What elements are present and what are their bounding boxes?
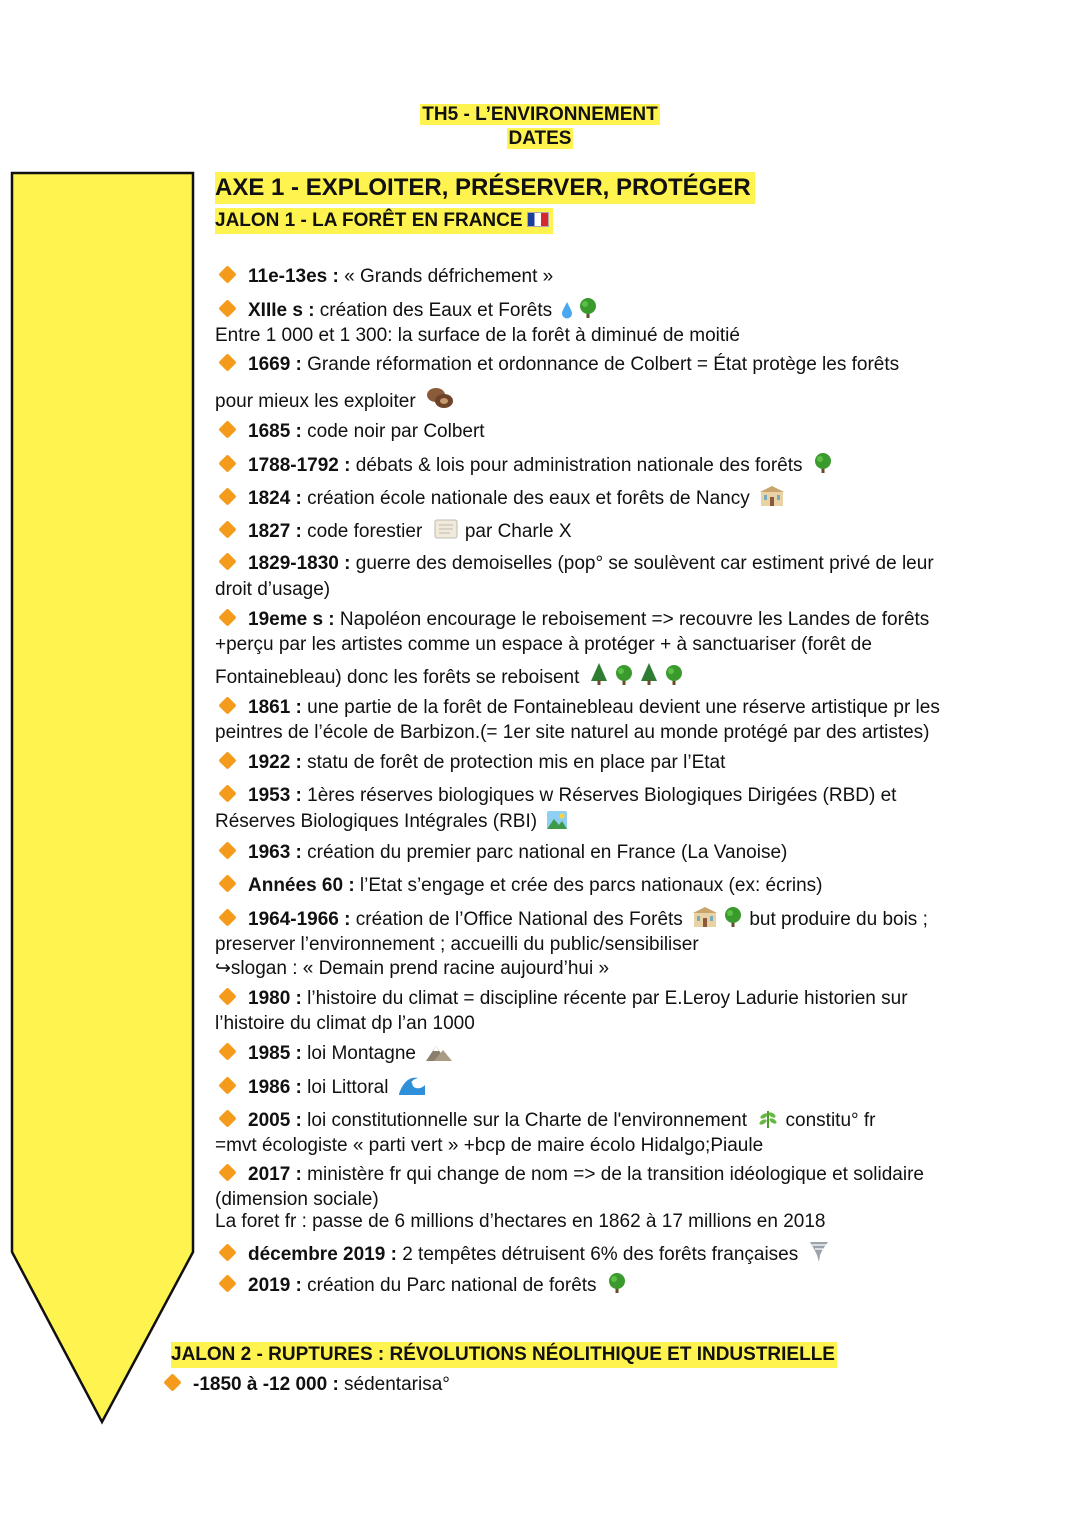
entry-text: ministère fr qui change de nom => de la transition idéologique et solidaire xyxy=(301,1164,924,1185)
entry-text: loi Littoral xyxy=(301,1077,389,1098)
entry-text: création du premier parc national en France (La Vanoise) xyxy=(301,842,788,863)
entry-date: 1829-1830 : xyxy=(248,553,351,574)
bullet-icon xyxy=(218,1163,236,1181)
timeline-text-line xyxy=(215,323,740,348)
scroll-icon xyxy=(432,518,460,547)
timeline-text-line xyxy=(215,632,872,657)
timeline-entry xyxy=(215,906,928,935)
entry-date: 1824 : xyxy=(248,488,302,509)
entry-date: 2017 : xyxy=(248,1164,302,1185)
bullet-icon xyxy=(218,987,236,1005)
jalon1-label: JALON 1 - LA FORÊT EN FRANCE xyxy=(215,210,523,231)
entry-date: 1685 : xyxy=(248,421,302,442)
entry-text: pour mieux les exploiter xyxy=(215,391,416,412)
timeline-entry xyxy=(215,607,929,632)
entry-text: « Grands défrichement » xyxy=(338,266,554,287)
entry-text: droit d’usage) xyxy=(215,579,331,600)
bullet-icon xyxy=(218,784,236,802)
entry-date: 1964-1966 : xyxy=(248,909,351,930)
entry-date: 1922 : xyxy=(248,752,302,773)
entry-text: guerre des demoiselles (pop° se soulèvent car estiment privé de leur xyxy=(350,553,934,574)
entry-text: une partie de la forêt de Fontainebleau devient une réserve artistique pr les xyxy=(301,697,940,718)
entry-text: peintres de l’école de Barbizon.(= 1er site naturel au monde protégé par des artistes) xyxy=(215,722,930,743)
title-line2: DATES xyxy=(508,128,572,149)
bullet-icon xyxy=(218,751,236,769)
entry-text: création école nationale des eaux et forêts de Nancy xyxy=(301,488,750,509)
bullet-icon xyxy=(163,1373,181,1391)
tree-icon xyxy=(663,664,685,693)
entry-text: code forestier xyxy=(301,521,423,542)
entry-text: ↪slogan : « Demain prend racine aujourd’hui » xyxy=(215,958,610,979)
bullet-icon xyxy=(218,520,236,538)
timeline-text-line xyxy=(215,577,330,602)
timeline-entry xyxy=(215,1041,453,1069)
bullet-icon xyxy=(218,454,236,472)
entry-text: La foret fr : passe de 6 millions d’hectares en 1862 à 17 millions en 2018 xyxy=(215,1211,826,1232)
entry-text: création de l’Office National des Forêts xyxy=(350,909,683,930)
herb-icon xyxy=(756,1107,780,1136)
logs-icon xyxy=(425,386,455,417)
building-icon xyxy=(759,485,785,514)
timeline-entry xyxy=(215,1074,426,1103)
bullet-icon xyxy=(218,908,236,926)
timeline-text-line xyxy=(215,956,609,981)
entry-text-after: par Charle X xyxy=(459,521,572,542)
entry-date: 19eme s : xyxy=(248,609,335,630)
entry-text: création du Parc national de forêts xyxy=(301,1275,597,1296)
timeline-text-line xyxy=(215,720,930,745)
bullet-icon xyxy=(218,841,236,859)
timeline-text-line xyxy=(215,386,455,417)
timeline-entry xyxy=(215,750,725,775)
entry-date: 1953 : xyxy=(248,785,302,806)
entry-date: 2005 : xyxy=(248,1110,302,1131)
timeline-entry xyxy=(215,986,908,1011)
entry-date: -1850 à -12 000 : xyxy=(193,1374,339,1395)
timeline-entry xyxy=(215,1239,830,1270)
entry-text-after: but produire du bois ; xyxy=(744,909,928,930)
entry-text: preserver l’environnement ; accueilli du public/sensibiliser xyxy=(215,934,699,955)
timeline-text-line xyxy=(215,932,699,957)
pine-icon xyxy=(639,662,659,693)
tree-icon xyxy=(722,906,744,935)
entry-text: l’Etat s’engage et crée des parcs nationaux (ex: écrins) xyxy=(354,875,823,896)
bullet-icon xyxy=(218,552,236,570)
bullet-icon xyxy=(218,487,236,505)
bullet-icon xyxy=(218,420,236,438)
axe-heading: AXE 1 - EXPLOITER, PRÉSERVER, PROTÉGER xyxy=(215,172,755,204)
bullet-icon xyxy=(218,874,236,892)
french-flag-icon xyxy=(527,212,549,227)
entry-date: 1980 : xyxy=(248,988,302,1009)
entry-text: Grande réformation et ordonnance de Colbert = État protège les forêts xyxy=(301,354,900,375)
jalon2-heading: JALON 2 - RUPTURES : RÉVOLUTIONS NÉOLITHIQUE ET INDUSTRIELLE xyxy=(171,1342,837,1368)
timeline-entry xyxy=(215,783,896,808)
bullet-icon xyxy=(218,1109,236,1127)
entry-text: l’histoire du climat dp l’an 1000 xyxy=(215,1013,475,1034)
timeline-entry xyxy=(215,297,599,326)
entry-text: 1ères réserves biologiques w Réserves Biologiques Dirigées (RBD) et xyxy=(301,785,897,806)
timeline-entry xyxy=(215,485,785,514)
landscape-icon xyxy=(546,810,568,837)
page-title xyxy=(0,103,1080,151)
entry-date: 1985 : xyxy=(248,1043,302,1064)
entry-date: 1827 : xyxy=(248,521,302,542)
entry-date: 1788-1792 : xyxy=(248,455,351,476)
entry-text: Entre 1 000 et 1 300: la surface de la forêt à diminué de moitié xyxy=(215,325,740,346)
entry-text: +perçu par les artistes comme un espace à protéger + à sanctuariser (forêt de xyxy=(215,634,872,655)
timeline-entry xyxy=(215,264,553,289)
tree-icon xyxy=(577,297,599,326)
entry-text: =mvt écologiste « parti vert » +bcp de maire écolo Hidalgo;Piaule xyxy=(215,1135,764,1156)
entry-text: loi Montagne xyxy=(301,1043,416,1064)
entry-text: Réserves Biologiques Intégrales (RBI) xyxy=(215,811,538,832)
entry-text: (dimension sociale) xyxy=(215,1189,379,1210)
timeline-entry xyxy=(215,840,787,865)
entry-date: 11e-13es : xyxy=(248,266,339,287)
entry-date: 1963 : xyxy=(248,842,302,863)
timeline-entry xyxy=(160,1372,450,1397)
entry-text-after: constitu° fr xyxy=(780,1110,876,1131)
timeline-entry xyxy=(215,419,485,444)
entry-date: 1669 : xyxy=(248,354,302,375)
bullet-icon xyxy=(218,1274,236,1292)
timeline-arrow xyxy=(0,0,200,1430)
entry-text: loi constitutionnelle sur la Charte de l'environnement xyxy=(301,1110,747,1131)
bullet-icon xyxy=(218,265,236,283)
entry-date: XIIIe s : xyxy=(248,300,315,321)
timeline-entry xyxy=(215,518,572,547)
timeline-text-line xyxy=(215,662,685,693)
entry-text: 2 tempêtes détruisent 6% des forêts françaises xyxy=(396,1244,799,1265)
bullet-icon xyxy=(218,1042,236,1060)
timeline-entry xyxy=(215,1272,628,1301)
entry-text: Napoléon encourage le reboisement => recouvre les Landes de forêts xyxy=(334,609,930,630)
wave-icon xyxy=(398,1074,426,1103)
tornado-icon xyxy=(808,1239,830,1270)
timeline-text-line xyxy=(215,809,568,837)
bullet-icon xyxy=(218,1076,236,1094)
entry-text: code noir par Colbert xyxy=(301,421,485,442)
bullet-icon xyxy=(218,299,236,317)
bullet-icon xyxy=(218,353,236,371)
timeline-entry xyxy=(215,551,934,576)
timeline-entry xyxy=(215,1162,924,1187)
tree-icon xyxy=(812,452,834,481)
entry-text: Fontainebleau) donc les forêts se reboisent xyxy=(215,667,580,688)
entry-text: l’histoire du climat = discipline récente par E.Leroy Ladurie historien sur xyxy=(301,988,908,1009)
entry-date: 2019 : xyxy=(248,1275,302,1296)
timeline-entry xyxy=(215,452,834,481)
entry-date: 1861 : xyxy=(248,697,302,718)
entry-date: 1986 : xyxy=(248,1077,302,1098)
timeline-text-line xyxy=(215,1011,475,1036)
tree-icon xyxy=(613,664,635,693)
timeline-entry xyxy=(215,352,899,377)
tree-icon xyxy=(606,1272,628,1301)
entry-text: sédentarisa° xyxy=(338,1374,450,1395)
jalon1-heading xyxy=(215,208,553,234)
mountain-icon xyxy=(425,1042,453,1069)
timeline-text-line xyxy=(215,1209,825,1234)
timeline-entry xyxy=(215,873,823,898)
building-icon xyxy=(692,906,718,935)
entry-text: statu de forêt de protection mis en place par l’Etat xyxy=(301,752,726,773)
entry-text: débats & lois pour administration nationale des forêts xyxy=(350,455,803,476)
pine-icon xyxy=(589,662,609,693)
entry-text: création des Eaux et Forêts xyxy=(314,300,553,321)
timeline-text-line xyxy=(215,1133,763,1158)
entry-date: Années 60 : xyxy=(248,875,355,896)
bullet-icon xyxy=(218,608,236,626)
timeline-entry xyxy=(215,695,940,720)
entry-date: décembre 2019 : xyxy=(248,1244,397,1265)
title-line1: TH5 - L’ENVIRONNEMENT xyxy=(422,104,658,125)
timeline-entry xyxy=(215,1107,876,1136)
bullet-icon xyxy=(218,1243,236,1261)
bullet-icon xyxy=(218,696,236,714)
